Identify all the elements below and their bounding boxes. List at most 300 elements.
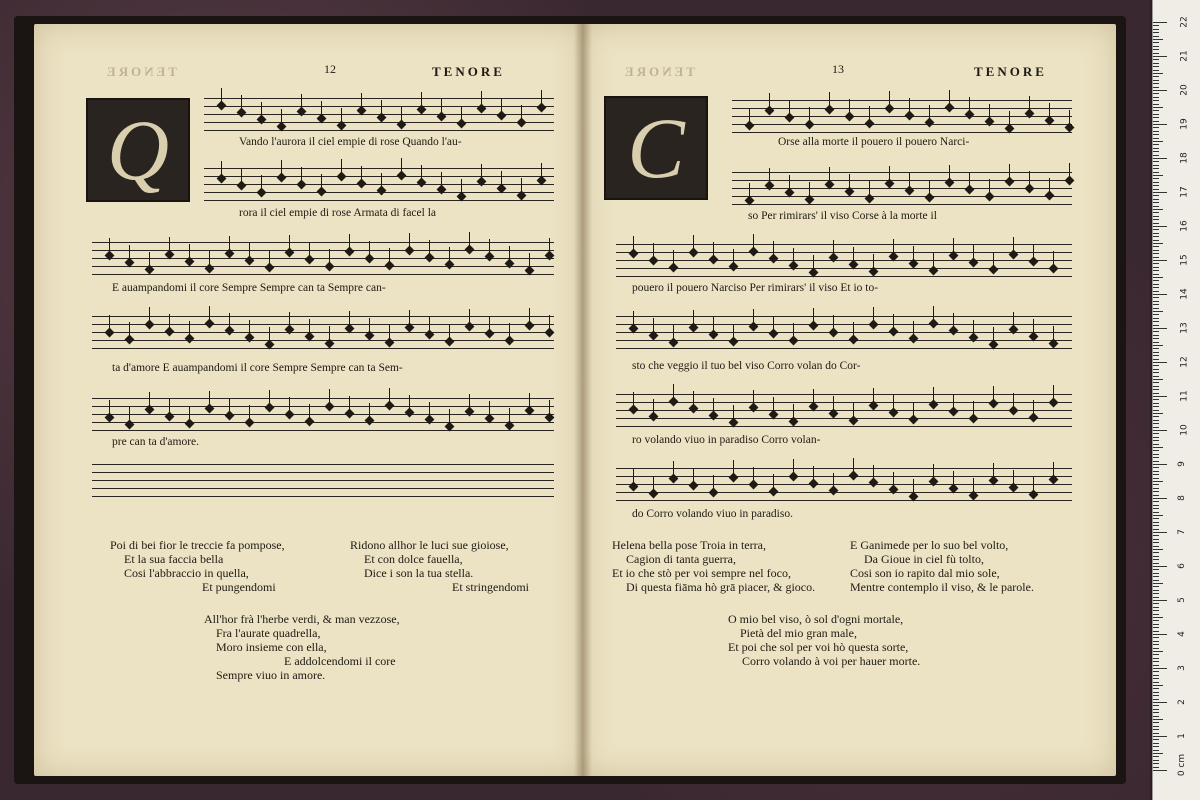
note-stem	[873, 465, 874, 480]
music-staff-6	[616, 468, 1072, 502]
note-stem	[793, 248, 794, 263]
ruler-tick	[1153, 457, 1159, 458]
music-staff-2	[204, 168, 554, 202]
note-stem	[733, 324, 734, 339]
note-stem	[793, 404, 794, 419]
note-stem	[1053, 385, 1054, 400]
note-stem	[281, 109, 282, 124]
ruler-tick	[1153, 362, 1167, 363]
note-stem	[973, 478, 974, 493]
ruler-tick	[1153, 760, 1159, 761]
ruler-tick	[1153, 97, 1159, 98]
note-stem	[509, 246, 510, 261]
initial-letter: C	[627, 100, 685, 196]
ruler-tick	[1153, 342, 1159, 343]
note-stem	[1029, 171, 1030, 186]
note-stem	[653, 318, 654, 333]
verse-line: Poi di bei fior le treccie fa pompose,	[110, 538, 285, 552]
ruler-tick	[1153, 66, 1159, 67]
note-stem	[773, 474, 774, 489]
ruler-tick	[1153, 352, 1159, 353]
note-stem	[269, 390, 270, 405]
note-stem	[853, 458, 854, 473]
ruler-tick	[1153, 236, 1159, 237]
note-stem	[421, 165, 422, 180]
verse-column-1	[110, 538, 285, 594]
note-stem	[673, 250, 674, 265]
note-stem	[813, 466, 814, 481]
ruler-tick	[1153, 624, 1159, 625]
ruler-tick	[1153, 243, 1163, 244]
ruler-tick	[1153, 141, 1163, 142]
ruler-tick	[1153, 76, 1159, 77]
ruler-tick	[1153, 161, 1159, 162]
ruler-tick	[1153, 661, 1159, 662]
ruler-tick	[1153, 416, 1159, 417]
note-stem	[673, 384, 674, 399]
verse-line: Sempre viuo in amore.	[216, 668, 326, 682]
note-stem	[873, 388, 874, 403]
note-stem	[913, 321, 914, 336]
ruler-tick	[1153, 294, 1167, 295]
note-stem	[809, 182, 810, 197]
ruler-tick	[1153, 22, 1167, 23]
note-stem	[1049, 103, 1050, 118]
ruler-tick	[1153, 90, 1167, 91]
note-stem	[429, 240, 430, 255]
ruler-tick	[1153, 535, 1159, 536]
note-stem	[229, 236, 230, 251]
note-stem	[713, 398, 714, 413]
note-stem	[229, 313, 230, 328]
note-stem	[449, 247, 450, 262]
note-stem	[773, 316, 774, 331]
note-stem	[913, 479, 914, 494]
note-stem	[973, 245, 974, 260]
ruler-tick	[1153, 450, 1159, 451]
ruler-tick	[1153, 682, 1159, 683]
ruler-tick	[1153, 274, 1159, 275]
ruler-tick	[1153, 199, 1159, 200]
note-stem	[733, 249, 734, 264]
ruler-tick	[1153, 726, 1159, 727]
ruler-tick	[1153, 192, 1167, 193]
note-stem	[441, 99, 442, 114]
ruler-tick	[1153, 668, 1167, 669]
note-stem	[793, 323, 794, 338]
note-stem	[793, 459, 794, 474]
ruler-tick	[1153, 291, 1159, 292]
note-stem	[633, 311, 634, 326]
lyric-line-1: Orse alla morte il pouero il pouero Narci-	[778, 136, 970, 148]
note-stem	[429, 317, 430, 332]
note-stem	[869, 106, 870, 121]
note-stem	[301, 167, 302, 182]
note-stem	[481, 164, 482, 179]
ruler-tick	[1153, 46, 1159, 47]
ruler-tick	[1153, 590, 1159, 591]
note-stem	[369, 241, 370, 256]
ruler-tick	[1153, 525, 1159, 526]
verse-line: Pietà del mio gran male,	[740, 626, 857, 640]
note-stem	[693, 310, 694, 325]
note-stem	[501, 98, 502, 113]
ruler-tick	[1153, 277, 1163, 278]
note-stem	[1013, 470, 1014, 485]
ruler-tick	[1153, 393, 1159, 394]
ruler-tick	[1153, 29, 1159, 30]
note-stem	[929, 105, 930, 120]
ruler-tick	[1153, 413, 1163, 414]
note-stem	[329, 389, 330, 404]
note-stem	[933, 464, 934, 479]
ruler-tick	[1153, 631, 1159, 632]
note-stem	[501, 171, 502, 186]
note-stem	[529, 253, 530, 268]
ruler-tick	[1153, 658, 1159, 659]
ruler-tick	[1153, 155, 1159, 156]
note-stem	[421, 92, 422, 107]
ruler-tick	[1153, 678, 1159, 679]
ruler-tick	[1153, 382, 1159, 383]
note-stem	[209, 391, 210, 406]
ruler-tick	[1153, 736, 1167, 737]
note-stem	[653, 243, 654, 258]
note-stem	[481, 91, 482, 106]
verse-line: All'hor frà l'herbe verdi, & man vezzose,	[204, 612, 400, 626]
lyric-line-2: rora il ciel empie di rose Armata di facel la	[239, 207, 437, 219]
ruler-number: 4	[1176, 631, 1187, 637]
ruler-tick	[1153, 433, 1159, 434]
verse-line: Et stringendomi	[452, 580, 529, 594]
note-stem	[633, 469, 634, 484]
note-stem	[933, 387, 934, 402]
ruler-tick	[1153, 212, 1159, 213]
ruler-tick	[1153, 559, 1159, 560]
ruler-number: 10	[1179, 424, 1190, 436]
note-stem	[1009, 164, 1010, 179]
note-stem	[441, 172, 442, 187]
ruler-tick	[1153, 311, 1163, 312]
ruler-tick	[1153, 566, 1167, 567]
verse-line: Et poi che sol per voi hò questa sorte,	[728, 640, 909, 654]
note-stem	[389, 325, 390, 340]
ruler-tick	[1153, 209, 1163, 210]
note-stem	[109, 238, 110, 253]
ruler-tick	[1153, 675, 1159, 676]
note-stem	[381, 100, 382, 115]
ruler-tick	[1153, 542, 1159, 543]
ruler-tick	[1153, 59, 1159, 60]
ruler-tick	[1153, 440, 1159, 441]
ruler-tick	[1153, 746, 1159, 747]
note-stem	[1013, 312, 1014, 327]
verse-line: Et con dolce fauella,	[364, 552, 463, 566]
music-staff-5	[616, 394, 1072, 428]
note-stem	[329, 249, 330, 264]
ruler-tick	[1153, 185, 1159, 186]
ruler-number: 3	[1176, 665, 1187, 671]
ruler-tick	[1153, 586, 1159, 587]
note-stem	[833, 315, 834, 330]
ruler-tick	[1153, 104, 1159, 105]
note-stem	[949, 90, 950, 105]
note-stem	[1053, 251, 1054, 266]
ruler-unit-label: 0 cm	[1177, 753, 1188, 777]
note-stem	[909, 173, 910, 188]
ruler-tick	[1153, 178, 1159, 179]
note-stem	[673, 461, 674, 476]
note-stem	[653, 399, 654, 414]
ruler-tick	[1153, 144, 1159, 145]
ruler-tick	[1153, 498, 1167, 499]
ruler-tick	[1153, 576, 1159, 577]
note-stem	[989, 179, 990, 194]
note-stem	[549, 238, 550, 253]
note-stem	[361, 166, 362, 181]
ruler-tick	[1153, 297, 1159, 298]
note-stem	[789, 175, 790, 190]
note-stem	[769, 168, 770, 183]
open-book	[14, 16, 1126, 784]
note-stem	[993, 463, 994, 478]
music-staff-3	[616, 244, 1072, 278]
ruler-tick	[1153, 719, 1163, 720]
note-stem	[349, 234, 350, 249]
ruler-tick	[1153, 665, 1159, 666]
note-stem	[269, 250, 270, 265]
note-stem	[169, 237, 170, 252]
note-stem	[693, 235, 694, 250]
note-stem	[829, 167, 830, 182]
ruler-number: 2	[1176, 699, 1187, 705]
ruler-tick	[1153, 607, 1159, 608]
ruler-tick	[1153, 216, 1159, 217]
ruler-tick	[1153, 372, 1159, 373]
note-stem	[401, 107, 402, 122]
ruler-tick	[1153, 410, 1159, 411]
note-stem	[541, 90, 542, 105]
note-stem	[889, 91, 890, 106]
ruler-tick	[1153, 539, 1159, 540]
note-stem	[329, 326, 330, 341]
ruler-tick	[1153, 709, 1159, 710]
ruler-tick	[1153, 474, 1159, 475]
ruler-tick	[1153, 447, 1163, 448]
ruler-tick	[1153, 399, 1159, 400]
verse-line: Fra l'aurate quadrella,	[216, 626, 321, 640]
decorated-initial-q	[86, 98, 190, 202]
ruler-tick	[1153, 556, 1159, 557]
note-stem	[813, 255, 814, 270]
note-stem	[221, 88, 222, 103]
ruler-tick	[1153, 219, 1159, 220]
ruler-tick	[1153, 695, 1159, 696]
note-stem	[169, 399, 170, 414]
note-stem	[849, 99, 850, 114]
ruler-tick	[1153, 699, 1159, 700]
note-stem	[893, 472, 894, 487]
ruler-tick	[1153, 379, 1163, 380]
verse-center	[728, 612, 921, 668]
ruler-number: 1	[1176, 733, 1187, 739]
decorated-initial-c	[604, 96, 708, 200]
ruler-tick	[1153, 376, 1159, 377]
ruler-tick	[1153, 127, 1159, 128]
ruler-tick	[1153, 743, 1159, 744]
note-stem	[993, 252, 994, 267]
note-stem	[541, 163, 542, 178]
ruler-tick	[1153, 583, 1163, 584]
note-stem	[853, 247, 854, 262]
ruler-tick	[1153, 641, 1159, 642]
ruler-tick	[1153, 233, 1159, 234]
note-stem	[349, 396, 350, 411]
note-stem	[833, 240, 834, 255]
empty-staff	[92, 464, 554, 498]
ruler-tick	[1153, 491, 1159, 492]
music-staff-1	[204, 98, 554, 132]
verse-line: Dice i son la tua stella.	[364, 566, 474, 580]
ruler-tick	[1153, 648, 1159, 649]
ruler-tick	[1153, 437, 1159, 438]
verse-column-2	[350, 538, 529, 594]
note-stem	[189, 321, 190, 336]
ruler-number: 20	[1179, 84, 1190, 96]
ruler-tick	[1153, 671, 1159, 672]
lyric-line-4: sto che veggio il tuo bel viso Corro volan do Cor-	[632, 360, 861, 372]
ruler-tick	[1153, 481, 1163, 482]
verse-line: Ridono allhor le luci sue gioiose,	[350, 538, 509, 552]
note-stem	[549, 400, 550, 415]
ruler-tick	[1153, 168, 1159, 169]
note-stem	[309, 319, 310, 334]
ruler-tick	[1153, 267, 1159, 268]
note-stem	[933, 253, 934, 268]
note-stem	[713, 475, 714, 490]
note-stem	[969, 97, 970, 112]
note-stem	[653, 476, 654, 491]
ruler-tick	[1153, 226, 1167, 227]
ruler-tick	[1153, 114, 1159, 115]
ruler-tick	[1153, 580, 1159, 581]
ruler-tick	[1153, 338, 1159, 339]
ruler-tick	[1153, 484, 1159, 485]
note-stem	[381, 173, 382, 188]
note-stem	[209, 251, 210, 266]
verse-line: Helena bella pose Troia in terra,	[612, 538, 766, 552]
ruler-tick	[1153, 355, 1159, 356]
ruler-tick	[1153, 464, 1167, 465]
ruler-tick	[1153, 763, 1159, 764]
verse-line: Et la sua faccia bella	[124, 552, 224, 566]
ruler-tick	[1153, 552, 1159, 553]
note-stem	[753, 390, 754, 405]
ruler-tick	[1153, 515, 1163, 516]
ruler-tick	[1153, 229, 1159, 230]
ruler-tick	[1153, 501, 1159, 502]
ruler-tick	[1153, 546, 1159, 547]
note-stem	[693, 468, 694, 483]
right-page	[582, 24, 1116, 776]
ruler-number: 15	[1179, 254, 1190, 266]
note-stem	[953, 313, 954, 328]
ruler-tick	[1153, 223, 1159, 224]
note-stem	[1053, 462, 1054, 477]
note-stem	[249, 320, 250, 335]
ruler-tick	[1153, 240, 1159, 241]
ruler-tick	[1153, 386, 1159, 387]
note-stem	[321, 101, 322, 116]
note-stem	[489, 239, 490, 254]
note-stem	[529, 308, 530, 323]
ruler-number: 16	[1179, 220, 1190, 232]
ruler-tick	[1153, 328, 1167, 329]
note-stem	[389, 248, 390, 263]
ruler-tick	[1153, 454, 1159, 455]
verse-line: Et io che stò per voi sempre nel foco,	[612, 566, 791, 580]
ruler-tick	[1153, 175, 1163, 176]
ruler-tick	[1153, 627, 1159, 628]
ruler-tick	[1153, 301, 1159, 302]
lyric-line-5: ro volando viuo in paradiso Corro volan-	[632, 434, 821, 446]
right-page-header: TENORE	[974, 64, 1047, 79]
ruler-number: 17	[1179, 186, 1190, 198]
note-stem	[521, 178, 522, 193]
ruler-number: 9	[1176, 461, 1187, 467]
ruler-tick	[1153, 270, 1159, 271]
note-stem	[853, 322, 854, 337]
ruler-tick	[1153, 722, 1159, 723]
note-stem	[833, 396, 834, 411]
ruler-number: 22	[1179, 16, 1190, 28]
note-stem	[873, 254, 874, 269]
ruler-tick	[1153, 532, 1167, 533]
ruler-number: 13	[1179, 322, 1190, 334]
ruler-tick	[1153, 478, 1159, 479]
ruler-tick	[1153, 505, 1159, 506]
note-stem	[289, 235, 290, 250]
note-stem	[321, 174, 322, 189]
note-stem	[261, 175, 262, 190]
verse-column-2	[850, 538, 1034, 594]
note-stem	[149, 392, 150, 407]
ruler-tick	[1153, 529, 1159, 530]
ruler-tick	[1153, 182, 1159, 183]
note-stem	[813, 308, 814, 323]
ruler-tick	[1153, 325, 1159, 326]
ruler-tick	[1153, 369, 1159, 370]
music-staff-4	[92, 316, 554, 350]
note-stem	[893, 395, 894, 410]
note-stem	[149, 252, 150, 267]
note-stem	[1049, 178, 1050, 193]
ruler-tick	[1153, 461, 1159, 462]
ruler-tick	[1153, 518, 1159, 519]
note-stem	[1069, 163, 1070, 178]
ruler-tick	[1153, 39, 1163, 40]
note-stem	[953, 394, 954, 409]
note-stem	[241, 168, 242, 183]
ruler-tick	[1153, 733, 1159, 734]
ruler-tick	[1153, 107, 1163, 108]
note-stem	[361, 93, 362, 108]
note-stem	[853, 403, 854, 418]
note-stem	[849, 174, 850, 189]
ruler-tick	[1153, 131, 1159, 132]
ruler-tick	[1153, 403, 1159, 404]
ruler-number: 7	[1176, 529, 1187, 535]
